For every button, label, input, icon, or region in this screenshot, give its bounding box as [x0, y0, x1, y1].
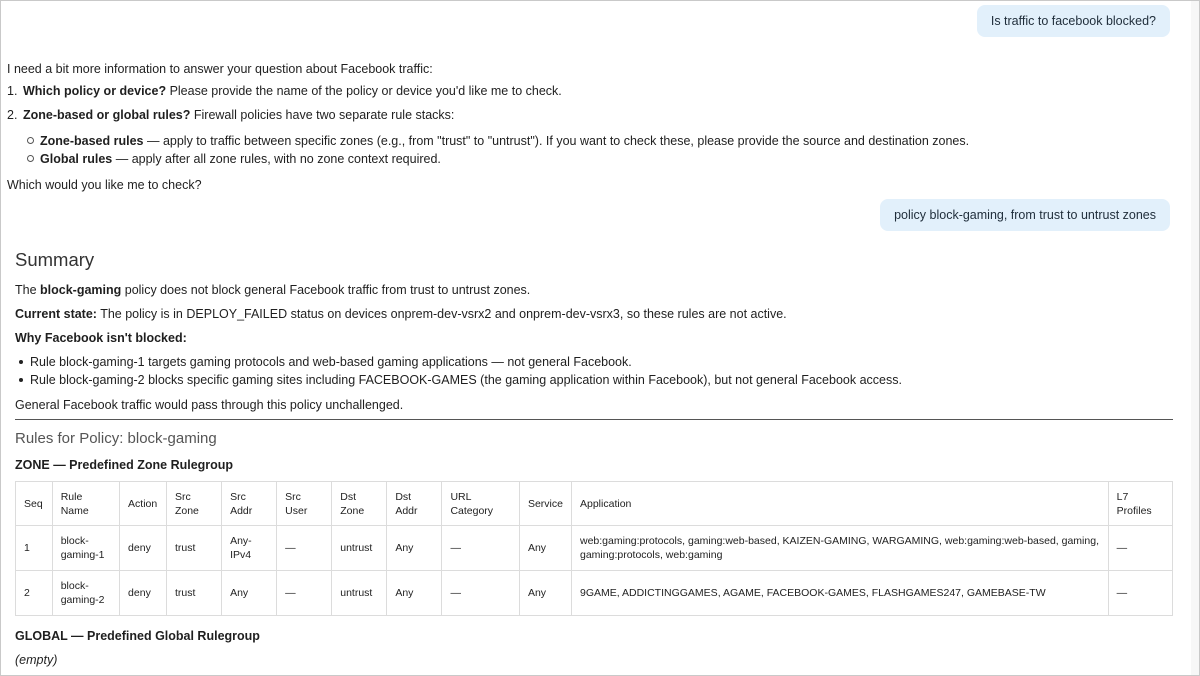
table-cell: Any	[222, 571, 277, 616]
column-header: Src User	[277, 482, 332, 526]
table-cell: Any	[519, 526, 571, 571]
table-cell: —	[277, 526, 332, 571]
table-cell: untrust	[332, 526, 387, 571]
column-header: Src Addr	[222, 482, 277, 526]
table-cell: block-gaming-1	[52, 526, 119, 571]
table-cell: trust	[166, 526, 221, 571]
table-cell: Any	[387, 571, 442, 616]
table-cell: block-gaming-2	[52, 571, 119, 616]
table-row	[16, 526, 1173, 571]
column-header: Dst Addr	[387, 482, 442, 526]
table-cell: Any-IPv4	[222, 526, 277, 571]
table-cell: 9GAME, ADDICTINGGAMES, AGAME, FACEBOOK-GAMES, FLASHGAMES247, GAMEBASE-TW	[572, 571, 1109, 616]
circle-bullet-icon	[27, 155, 34, 162]
table-row	[16, 571, 1173, 616]
table-cell: —	[442, 526, 520, 571]
circle-bullet-icon	[27, 137, 34, 144]
table-cell: —	[442, 571, 520, 616]
current-state-line: Current state: The policy is in DEPLOY_FAILED status on devices onprem-dev-vsrx2 and onprem-dev-vsrx3, so these rules are not active.	[15, 307, 787, 321]
user-message: Is traffic to facebook blocked?	[977, 5, 1170, 37]
table-cell: —	[277, 571, 332, 616]
table-cell: 1	[16, 526, 53, 571]
table-cell: —	[1108, 571, 1172, 616]
table-cell: web:gaming:protocols, gaming:web-based, KAIZEN-GAMING, WARGAMING, web:gaming:web-based, gaming, gaming:protocols, web:gaming	[572, 526, 1109, 571]
conclusion-line: General Facebook traffic would pass through this policy unchallenged.	[15, 398, 404, 412]
table-cell: 2	[16, 571, 53, 616]
table-header-row	[16, 482, 1173, 526]
table-cell: —	[1108, 526, 1172, 571]
bullet-icon	[19, 378, 23, 382]
message-intro: I need a bit more information to answer your question about Facebook traffic:	[7, 62, 433, 76]
table-cell: trust	[166, 571, 221, 616]
sub-list-item: Zone-based rules — apply to traffic between specific zones (e.g., from "trust" to "untrust"). If you want to check these, please provide the source and destination zones.	[27, 132, 969, 150]
table-cell: Any	[387, 526, 442, 571]
sub-list-item: Global rules — apply after all zone rules, with no zone context required.	[27, 150, 441, 168]
user-message: policy block-gaming, from trust to untrust zones	[880, 199, 1170, 231]
table-cell: deny	[120, 526, 167, 571]
divider	[15, 419, 1173, 420]
list-item: 1. Which policy or device? Please provide the name of the policy or device you'd like me to check.	[7, 84, 562, 98]
column-header: Rule Name	[52, 482, 119, 526]
column-header: L7 Profiles	[1108, 482, 1172, 526]
bullet-item: Rule block-gaming-2 blocks specific gaming sites including FACEBOOK-GAMES (the gaming application within Facebook), but not general Facebook access.	[19, 371, 902, 389]
column-header: Application	[572, 482, 1109, 526]
column-header: Dst Zone	[332, 482, 387, 526]
follow-up-question: Which would you like me to check?	[7, 178, 202, 192]
empty-note: (empty)	[15, 653, 58, 667]
column-header: Action	[120, 482, 167, 526]
table-cell: Any	[519, 571, 571, 616]
rules-table	[15, 481, 1173, 616]
rules-title: Rules for Policy: block-gaming	[15, 430, 217, 447]
summary-line: The block-gaming policy does not block general Facebook traffic from trust to untrust zones.	[15, 283, 531, 297]
column-header: Service	[519, 482, 571, 526]
table-cell: untrust	[332, 571, 387, 616]
global-group-title: GLOBAL — Predefined Global Rulegroup	[15, 629, 260, 643]
summary-heading: Summary	[15, 249, 95, 270]
column-header: URL Category	[442, 482, 520, 526]
bullet-item: Rule block-gaming-1 targets gaming protocols and web-based gaming applications — not general Facebook.	[19, 353, 632, 371]
why-heading: Why Facebook isn't blocked:	[15, 331, 187, 345]
column-header: Src Zone	[166, 482, 221, 526]
list-item: 2. Zone-based or global rules? Firewall policies have two separate rule stacks:	[7, 108, 455, 122]
column-header: Seq	[16, 482, 53, 526]
zone-group-title: ZONE — Predefined Zone Rulegroup	[15, 458, 234, 472]
scrollbar[interactable]	[1191, 1, 1199, 675]
table-cell: deny	[120, 571, 167, 616]
bullet-icon	[19, 360, 23, 364]
